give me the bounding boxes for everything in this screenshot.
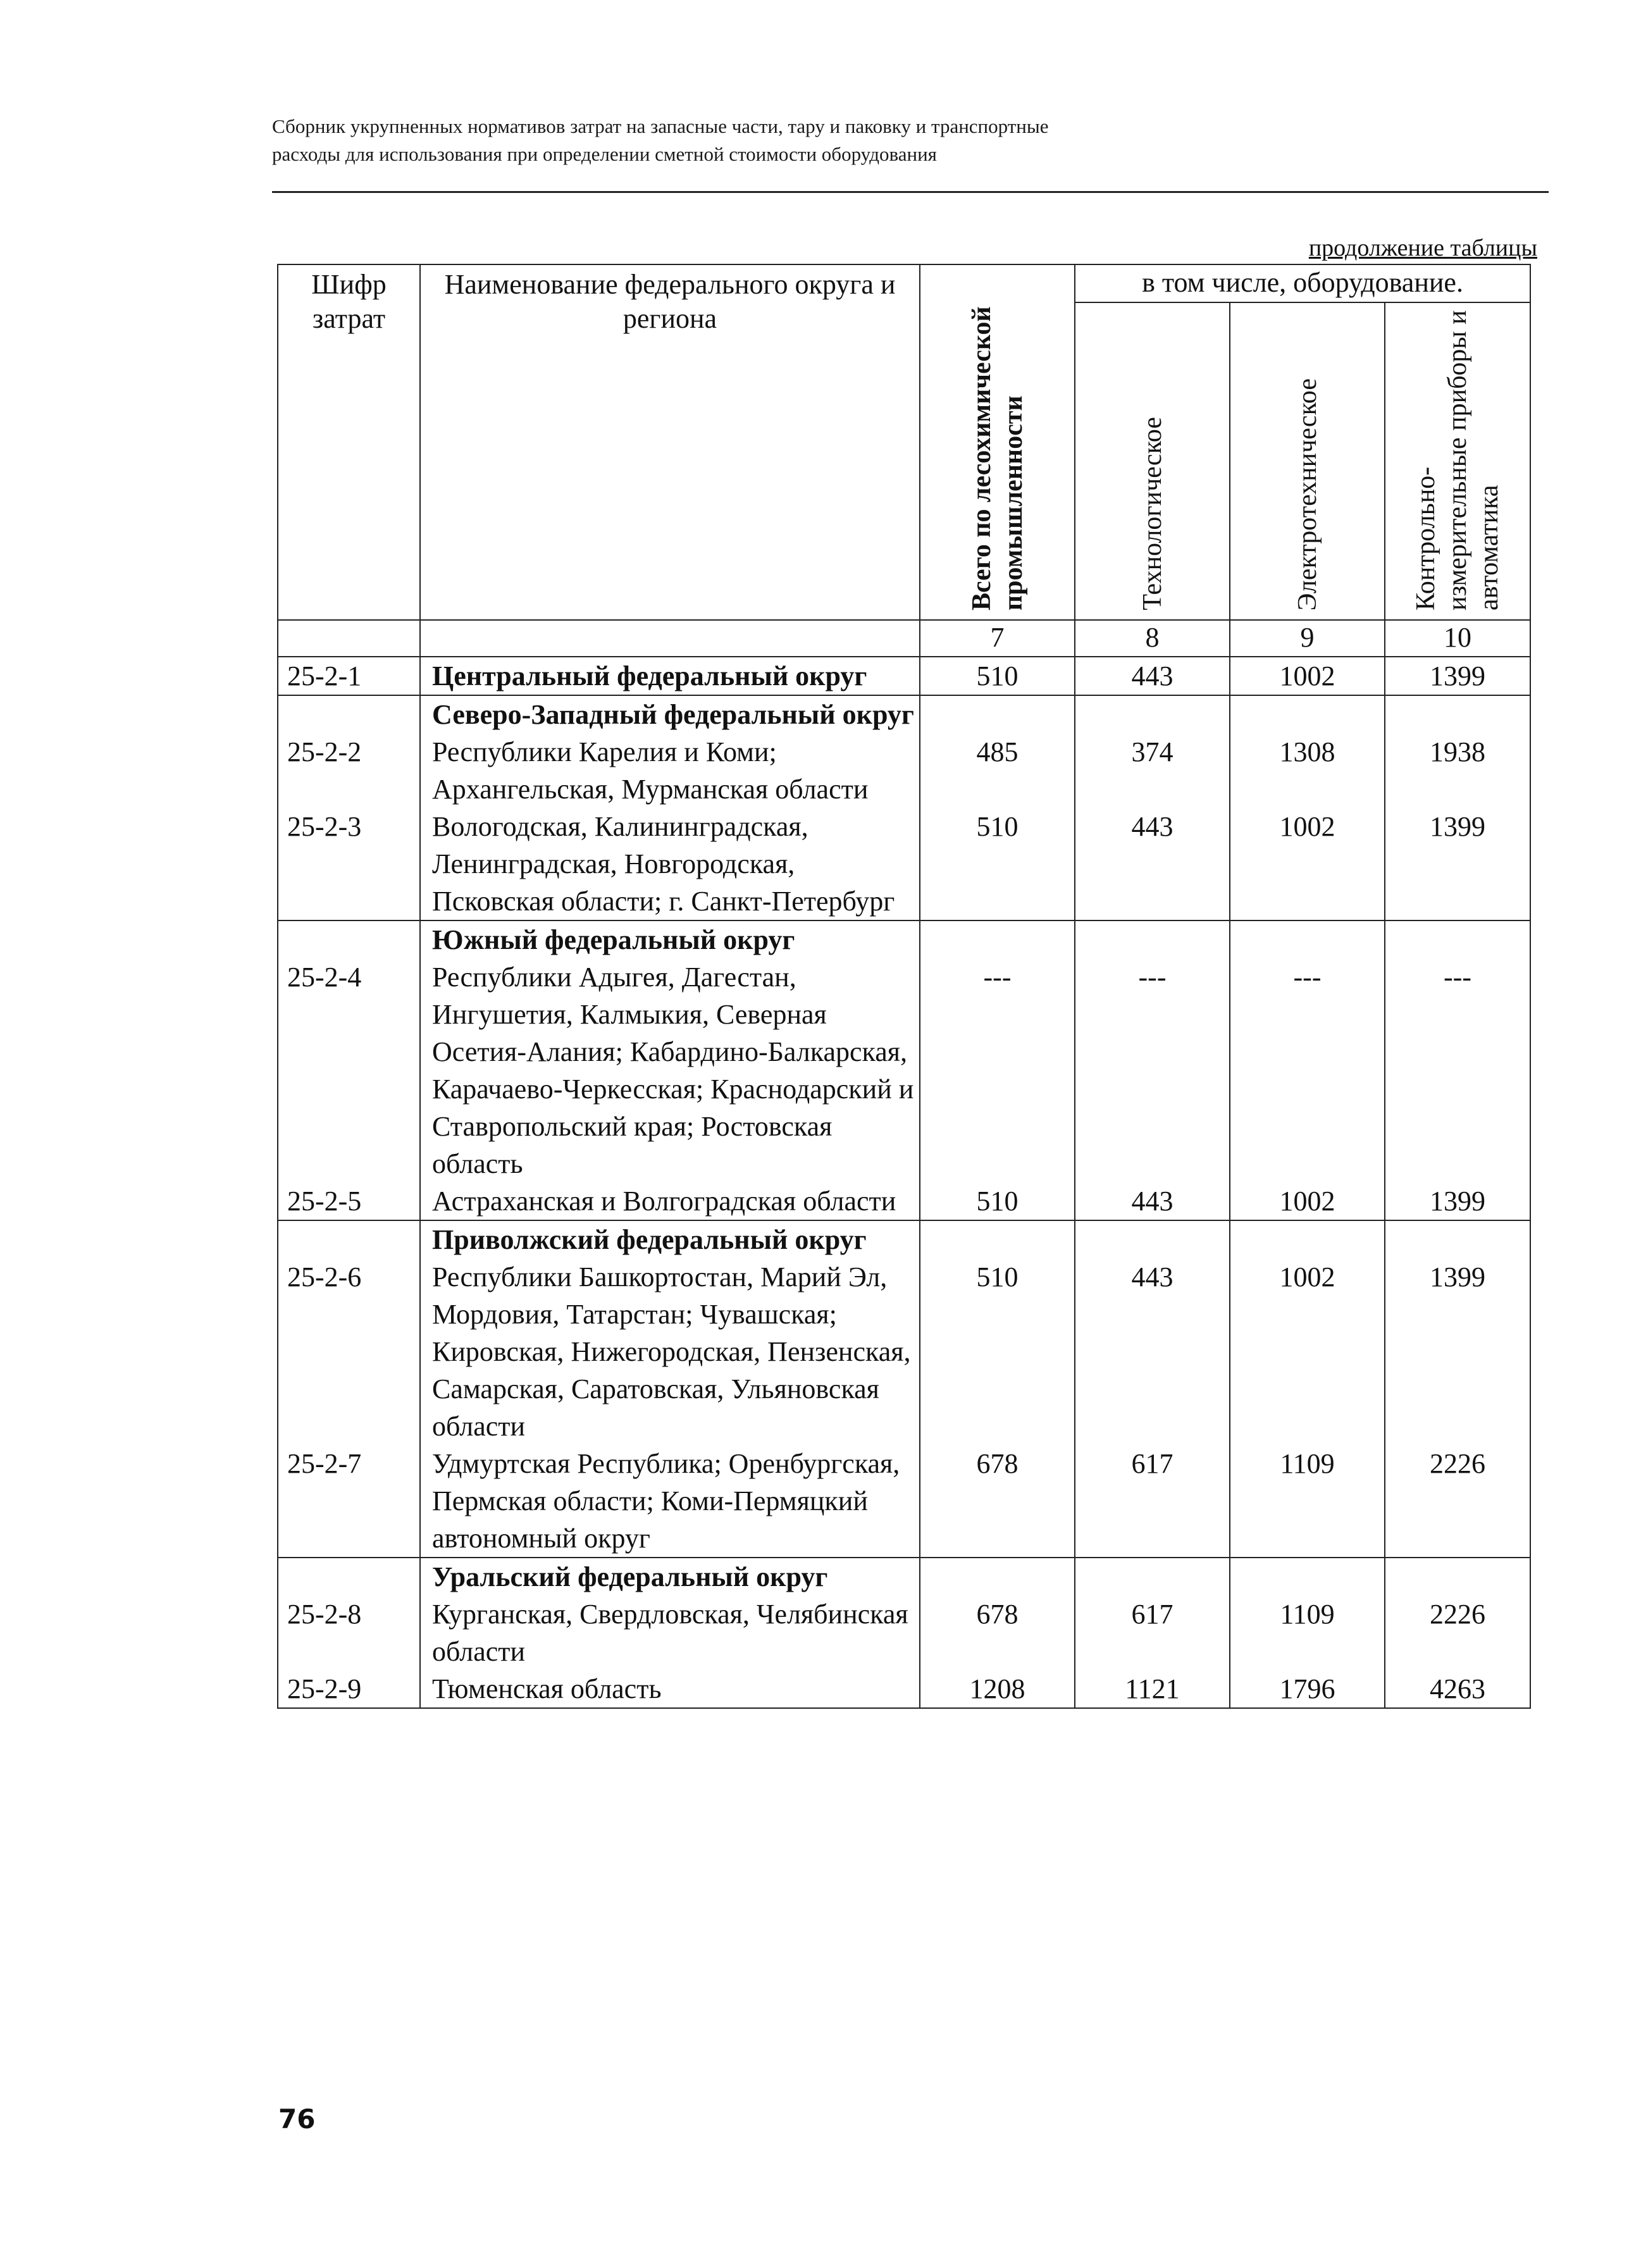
cell-total — [920, 695, 1075, 733]
cell-tech — [1075, 1220, 1230, 1258]
cell-electro: 1109 — [1230, 1596, 1385, 1670]
cell-electro: 1796 — [1230, 1670, 1385, 1708]
cell-electro — [1230, 920, 1385, 958]
table-row — [278, 1220, 1530, 1258]
header-name: Наименование федерального округа и региона — [420, 264, 920, 620]
cell-region-name: Тюменская область — [420, 1670, 920, 1708]
cell-region-name: Астраханская и Волгоградская области — [420, 1182, 920, 1220]
cell-electro: 1109 — [1230, 1445, 1385, 1558]
header-kip — [1385, 302, 1530, 620]
cell-region-name: Республики Башкортостан, Марий Эл, Мордовия, Татарстан; Чувашская; Кировская, Нижегородская, Пензенская, Самарская, Саратовская, Ульяновская области — [420, 1258, 920, 1445]
cell-code: 25-2-9 — [278, 1670, 420, 1708]
table-row — [278, 808, 1530, 920]
cell-region-name: Вологодская, Калининградская, Ленинградская, Новгородская, Псковская области; г. Санкт-Петербург — [420, 808, 920, 920]
cell-district-name: Уральский федеральный округ — [420, 1558, 920, 1596]
cell-code: 25-2-7 — [278, 1445, 420, 1558]
header-electro-text: Электротехническое — [1292, 378, 1322, 610]
cell-tech — [1075, 695, 1230, 733]
cell-kip: 4263 — [1385, 1670, 1530, 1708]
table-row — [278, 920, 1530, 958]
header-divider — [272, 191, 1549, 193]
cell-kip: 1399 — [1385, 1258, 1530, 1445]
cell-tech: 443 — [1075, 808, 1230, 920]
cell-tech: 1121 — [1075, 1670, 1230, 1708]
table-row — [278, 733, 1530, 808]
cell-region-name: Курганская, Свердловская, Челябинская области — [420, 1596, 920, 1670]
col-number-7: 7 — [920, 620, 1075, 657]
cell-total: 510 — [920, 1258, 1075, 1445]
header-total — [920, 264, 1075, 620]
cell-kip: --- — [1385, 958, 1530, 1182]
cell-region-name: Республики Адыгея, Дагестан, Ингушетия, Калмыкия, Северная Осетия-Алания; Кабардино-Балкарская, Карачаево-Черкесская; Краснодарский и Ставропольский края; Ростовская область — [420, 958, 920, 1182]
table-continuation-caption: продолжение таблицы — [1308, 235, 1537, 261]
cell-total: 678 — [920, 1596, 1075, 1670]
header-tech — [1075, 302, 1230, 620]
col-number-10: 10 — [1385, 620, 1530, 657]
cell-electro: 1002 — [1230, 1258, 1385, 1445]
cell-district-name: Центральный федеральный округ — [420, 657, 920, 695]
header-code: Шифр затрат — [278, 264, 420, 620]
cell-electro: 1308 — [1230, 733, 1385, 808]
cell-electro: 1002 — [1230, 1182, 1385, 1220]
cell-tech: 443 — [1075, 1258, 1230, 1445]
cost-table-grid — [277, 264, 1531, 1709]
header-total-text: Всего по лесохимической промышленности — [967, 306, 1028, 610]
cell-tech: 443 — [1075, 1182, 1230, 1220]
cell-kip: 1399 — [1385, 657, 1530, 695]
cell-tech: 617 — [1075, 1445, 1230, 1558]
cell-total: 510 — [920, 808, 1075, 920]
cell-code — [278, 695, 420, 733]
cell-electro — [1230, 695, 1385, 733]
table-row — [278, 1596, 1530, 1670]
cell-kip — [1385, 1220, 1530, 1258]
cell-electro: 1002 — [1230, 808, 1385, 920]
cell-code: 25-2-5 — [278, 1182, 420, 1220]
table-row — [278, 1182, 1530, 1220]
page-number: 76 — [278, 2104, 316, 2135]
table-row — [278, 1445, 1530, 1558]
table-row — [278, 695, 1530, 733]
header-blank-name — [420, 620, 920, 657]
table-row — [278, 1670, 1530, 1708]
cell-code — [278, 1558, 420, 1596]
header-line-2: расходы для использования при определении сметной стоимости оборудования — [272, 143, 937, 165]
cell-electro: 1002 — [1230, 657, 1385, 695]
cell-tech: 443 — [1075, 657, 1230, 695]
cell-tech: --- — [1075, 958, 1230, 1182]
table-body — [278, 657, 1530, 1708]
cell-total: 485 — [920, 733, 1075, 808]
cell-code: 25-2-3 — [278, 808, 420, 920]
cell-code: 25-2-1 — [278, 657, 420, 695]
cell-tech: 374 — [1075, 733, 1230, 808]
cell-kip: 1399 — [1385, 1182, 1530, 1220]
cell-total: 510 — [920, 1182, 1075, 1220]
cell-total: --- — [920, 958, 1075, 1182]
cell-tech: 617 — [1075, 1596, 1230, 1670]
col-number-8: 8 — [1075, 620, 1230, 657]
cell-district-name: Северо-Западный федеральный округ — [420, 695, 920, 733]
cell-kip: 2226 — [1385, 1445, 1530, 1558]
cell-region-name: Республики Карелия и Коми; Архангельская, Мурманская области — [420, 733, 920, 808]
cell-kip: 1938 — [1385, 733, 1530, 808]
document-header — [272, 113, 1506, 168]
header-line-1: Сборник укрупненных нормативов затрат на запасные части, тару и паковку и транспортные — [272, 115, 1049, 137]
table-row — [278, 657, 1530, 695]
cell-kip — [1385, 1558, 1530, 1596]
cell-region-name: Удмуртская Республика; Оренбургская, Пермская области; Коми-Пермяцкий автономный округ — [420, 1445, 920, 1558]
table-row — [278, 1258, 1530, 1445]
cell-kip — [1385, 920, 1530, 958]
table-row — [278, 1558, 1530, 1596]
cell-district-name: Южный федеральный округ — [420, 920, 920, 958]
cell-code — [278, 920, 420, 958]
cell-code: 25-2-8 — [278, 1596, 420, 1670]
col-number-9: 9 — [1230, 620, 1385, 657]
cell-electro: --- — [1230, 958, 1385, 1182]
cell-code: 25-2-4 — [278, 958, 420, 1182]
header-electro — [1230, 302, 1385, 620]
cell-kip: 2226 — [1385, 1596, 1530, 1670]
header-blank-code — [278, 620, 420, 657]
cell-total — [920, 1558, 1075, 1596]
header-tech-text: Технологическое — [1137, 417, 1167, 610]
table-row — [278, 958, 1530, 1182]
cell-code: 25-2-6 — [278, 1258, 420, 1445]
cost-table — [277, 264, 1530, 1709]
cell-total: 678 — [920, 1445, 1075, 1558]
cell-code — [278, 1220, 420, 1258]
cell-total — [920, 920, 1075, 958]
cell-electro — [1230, 1220, 1385, 1258]
cell-electro — [1230, 1558, 1385, 1596]
cell-total — [920, 1220, 1075, 1258]
cell-kip — [1385, 695, 1530, 733]
header-kip-text: Контрольно-измерительные приборы и автоматика — [1411, 310, 1504, 610]
cell-district-name: Приволжский федеральный округ — [420, 1220, 920, 1258]
cell-tech — [1075, 1558, 1230, 1596]
cell-tech — [1075, 920, 1230, 958]
cell-total: 1208 — [920, 1670, 1075, 1708]
header-including: в том числе, оборудование. — [1075, 264, 1530, 302]
cell-code: 25-2-2 — [278, 733, 420, 808]
cell-kip: 1399 — [1385, 808, 1530, 920]
cell-total: 510 — [920, 657, 1075, 695]
